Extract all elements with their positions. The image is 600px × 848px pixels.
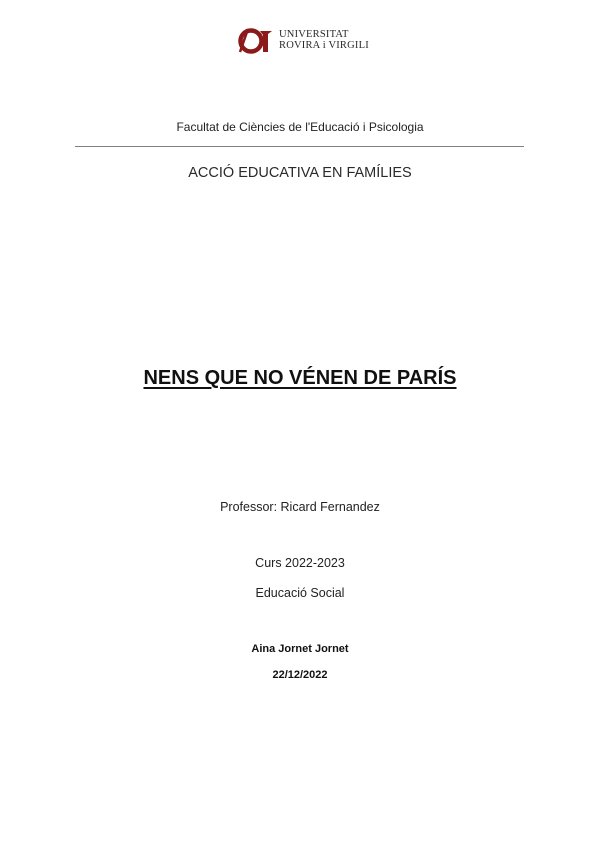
urv-logo-icon [238, 25, 274, 55]
course-year: Curs 2022-2023 [255, 556, 345, 570]
professor-line: Professor: Ricard Fernandez [220, 500, 380, 514]
degree-name: Educació Social [255, 586, 345, 600]
subject-name: ACCIÓ EDUCATIVA EN FAMÍLIES [188, 165, 412, 181]
logo-line-1: UNIVERSITAT [279, 29, 349, 40]
document-title: NENS QUE NO VÉNEN DE PARÍS [143, 367, 457, 389]
submission-date: 22/12/2022 [272, 669, 328, 681]
author-name: Aina Jornet Jornet [251, 643, 349, 655]
logo-line-2: ROVIRA i VIRGILI [279, 40, 369, 51]
faculty-name: Facultat de Ciències de l'Educació i Psicologia [176, 120, 424, 134]
logo-wordmark [279, 29, 369, 51]
university-logo [238, 24, 368, 56]
header-divider [75, 146, 524, 147]
